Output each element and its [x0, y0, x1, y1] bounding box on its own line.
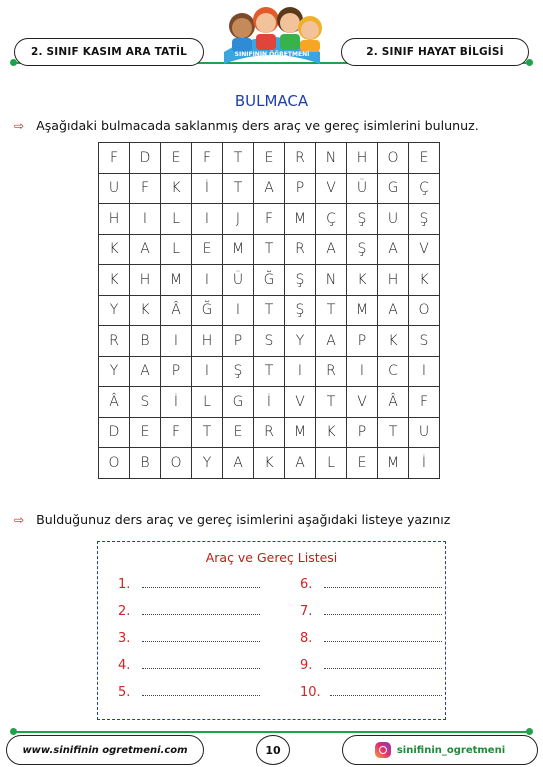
grid-cell[interactable]: A	[378, 295, 409, 326]
grid-cell[interactable]: A	[223, 448, 254, 479]
grid-cell[interactable]: M	[378, 448, 409, 479]
grid-row	[99, 326, 440, 357]
grid-cell[interactable]: A	[316, 234, 347, 265]
answer-line[interactable]	[330, 686, 442, 696]
grid-cell[interactable]: T	[254, 356, 285, 387]
grid-row	[99, 356, 440, 387]
list-item[interactable]	[118, 658, 260, 673]
grid-cell[interactable]: İ	[254, 387, 285, 418]
grid-cell[interactable]: S	[130, 387, 161, 418]
page-title: BULMACA	[234, 92, 309, 110]
list-title: Araç ve Gereç Listesi	[205, 550, 338, 565]
grid-cell[interactable]: U	[378, 204, 409, 235]
list-number: 10.	[300, 685, 321, 700]
grid-cell[interactable]: S	[409, 326, 440, 357]
grid-cell[interactable]: F	[254, 204, 285, 235]
instagram-handle: sinifinin_ogretmeni	[396, 744, 506, 756]
list-number: 3.	[118, 631, 131, 646]
grid-cell[interactable]: G	[223, 387, 254, 418]
grid-cell[interactable]: I	[192, 356, 223, 387]
grid-cell[interactable]: A	[285, 448, 316, 479]
list-item[interactable]	[118, 577, 260, 592]
grid-cell[interactable]: K	[130, 295, 161, 326]
grid-cell[interactable]: M	[285, 204, 316, 235]
grid-cell[interactable]: S	[254, 326, 285, 357]
footer-instagram[interactable]	[342, 735, 538, 765]
grid-cell[interactable]: E	[192, 234, 223, 265]
grid-row	[99, 265, 440, 296]
answer-line[interactable]	[142, 578, 260, 588]
logo	[212, 2, 332, 72]
grid-cell[interactable]: İ	[409, 448, 440, 479]
grid-cell[interactable]: O	[409, 295, 440, 326]
grid-cell[interactable]: K	[378, 326, 409, 357]
grid-cell[interactable]: A	[130, 234, 161, 265]
grid-cell[interactable]: O	[378, 143, 409, 174]
grid-cell[interactable]: R	[316, 356, 347, 387]
list-item[interactable]	[118, 631, 260, 646]
grid-cell[interactable]: I	[130, 204, 161, 235]
footer-rule-dot-left	[10, 728, 17, 735]
list-item[interactable]	[300, 604, 442, 619]
grid-cell[interactable]: R	[285, 143, 316, 174]
list-item[interactable]	[300, 631, 442, 646]
grid-cell[interactable]: M	[223, 234, 254, 265]
grid-cell[interactable]: P	[223, 326, 254, 357]
grid-cell[interactable]: Ş	[285, 295, 316, 326]
arrow-icon: ⇨	[14, 513, 25, 527]
grid-cell[interactable]: V	[285, 387, 316, 418]
grid-cell[interactable]: O	[161, 448, 192, 479]
answer-line[interactable]	[324, 578, 442, 588]
grid-cell[interactable]: P	[161, 356, 192, 387]
list-number: 1.	[118, 577, 131, 592]
word-search-grid	[98, 142, 440, 479]
header-right-label: 2. SINIF HAYAT BİLGİSİ	[341, 38, 529, 66]
grid-row	[99, 387, 440, 418]
grid-cell[interactable]: V	[316, 173, 347, 204]
grid-cell[interactable]: M	[347, 295, 378, 326]
grid-cell[interactable]: Ş	[347, 234, 378, 265]
grid-cell[interactable]: A	[316, 326, 347, 357]
grid-cell[interactable]: H	[192, 326, 223, 357]
grid-cell[interactable]: I	[223, 295, 254, 326]
grid-cell[interactable]: Ç	[316, 204, 347, 235]
website-text: www.sinifinin ogretmeni.com	[22, 744, 188, 756]
grid-cell[interactable]: U	[99, 173, 130, 204]
grid-cell[interactable]: B	[130, 326, 161, 357]
answer-line[interactable]	[324, 632, 442, 642]
grid-cell[interactable]: Ğ	[254, 265, 285, 296]
footer-rule-dot-right	[526, 728, 533, 735]
grid-cell[interactable]: Ü	[347, 173, 378, 204]
grid-cell[interactable]: A	[130, 356, 161, 387]
grid-cell[interactable]: K	[254, 448, 285, 479]
grid-cell[interactable]: L	[161, 204, 192, 235]
grid-cell[interactable]: I	[409, 356, 440, 387]
grid-cell[interactable]: T	[316, 387, 347, 418]
grid-cell[interactable]: D	[130, 143, 161, 174]
grid-cell[interactable]: H	[130, 265, 161, 296]
grid-cell[interactable]: A	[254, 173, 285, 204]
instruction-1-text: Aşağıdaki bulmacada saklanmış ders araç ve gereç isimlerini bulunuz.	[36, 118, 479, 133]
grid-cell[interactable]: V	[347, 387, 378, 418]
grid-cell[interactable]: Â	[161, 295, 192, 326]
list-number: 2.	[118, 604, 131, 619]
grid-cell[interactable]: İ	[161, 387, 192, 418]
grid-cell[interactable]: U	[409, 417, 440, 448]
list-item[interactable]	[300, 658, 442, 673]
grid-cell[interactable]: H	[378, 265, 409, 296]
grid-cell[interactable]: E	[130, 417, 161, 448]
header-rule-dot-right	[526, 59, 533, 66]
grid-cell[interactable]: Ç	[409, 173, 440, 204]
arrow-icon: ⇨	[14, 119, 25, 133]
grid-cell[interactable]: E	[254, 143, 285, 174]
kids-logo-icon	[212, 2, 332, 72]
list-item[interactable]	[118, 604, 260, 619]
grid-cell[interactable]: D	[99, 417, 130, 448]
instruction-2-text: Bulduğunuz ders araç ve gereç isimlerini aşağıdaki listeye yazınız	[36, 512, 451, 527]
answer-line[interactable]	[142, 659, 260, 669]
list-number: 8.	[300, 631, 313, 646]
grid-cell[interactable]: M	[285, 417, 316, 448]
grid-cell[interactable]: H	[347, 143, 378, 174]
grid-cell[interactable]: R	[254, 417, 285, 448]
grid-cell[interactable]: F	[99, 143, 130, 174]
grid-cell[interactable]: L	[161, 234, 192, 265]
grid-cell[interactable]: K	[99, 265, 130, 296]
grid-cell[interactable]: H	[99, 204, 130, 235]
grid-cell[interactable]: K	[347, 265, 378, 296]
grid-cell[interactable]: R	[285, 234, 316, 265]
grid-cell[interactable]: A	[378, 234, 409, 265]
page-number	[256, 735, 290, 765]
grid-cell[interactable]: P	[347, 326, 378, 357]
grid-cell[interactable]: K	[316, 417, 347, 448]
grid-cell[interactable]: K	[409, 265, 440, 296]
answer-line[interactable]	[324, 605, 442, 615]
grid-row	[99, 295, 440, 326]
list-number: 6.	[300, 577, 313, 592]
grid-cell[interactable]: I	[347, 356, 378, 387]
answer-line[interactable]	[142, 605, 260, 615]
grid-cell[interactable]: Â	[99, 387, 130, 418]
grid-row	[99, 448, 440, 479]
grid-cell[interactable]: Y	[192, 448, 223, 479]
header-left-label: 2. SINIF KASIM ARA TATİL	[14, 38, 204, 66]
grid-cell[interactable]: I	[192, 204, 223, 235]
grid-cell[interactable]: Y	[285, 326, 316, 357]
grid-cell[interactable]: M	[161, 265, 192, 296]
grid-cell[interactable]: T	[316, 295, 347, 326]
grid-cell[interactable]: E	[223, 417, 254, 448]
grid-cell[interactable]: V	[409, 234, 440, 265]
footer-website[interactable]	[6, 735, 204, 765]
grid-row	[99, 173, 440, 204]
list-item[interactable]	[300, 577, 442, 592]
grid-cell[interactable]: T	[254, 295, 285, 326]
answer-line[interactable]	[142, 632, 260, 642]
instruction-2	[14, 512, 450, 527]
grid-cell[interactable]: L	[316, 448, 347, 479]
list-item[interactable]	[118, 685, 260, 700]
grid-cell[interactable]: N	[316, 265, 347, 296]
page-number-text: 10	[265, 743, 281, 757]
logo-text: SINIFININ ÖĞRETMENİ	[234, 51, 310, 58]
list-number: 7.	[300, 604, 313, 619]
footer-rule	[14, 731, 529, 733]
list-number: 9.	[300, 658, 313, 673]
answer-line[interactable]	[324, 659, 442, 669]
grid-cell[interactable]: İ	[192, 173, 223, 204]
grid-cell[interactable]: I	[192, 265, 223, 296]
grid-cell[interactable]: L	[192, 387, 223, 418]
grid-cell[interactable]: Ş	[223, 356, 254, 387]
grid-cell[interactable]: P	[285, 173, 316, 204]
list-number: 4.	[118, 658, 131, 673]
grid-cell[interactable]: Ş	[285, 265, 316, 296]
grid-cell[interactable]: F	[161, 417, 192, 448]
grid-row	[99, 143, 440, 174]
grid-cell[interactable]: T	[223, 143, 254, 174]
grid-cell[interactable]: G	[378, 173, 409, 204]
grid-cell[interactable]: Ğ	[192, 295, 223, 326]
grid-cell[interactable]: K	[161, 173, 192, 204]
grid-cell[interactable]: E	[347, 448, 378, 479]
grid-cell[interactable]: F	[409, 387, 440, 418]
grid-cell[interactable]: Ü	[223, 265, 254, 296]
grid-cell[interactable]: E	[409, 143, 440, 174]
grid-cell[interactable]: T	[223, 173, 254, 204]
answer-line[interactable]	[142, 686, 260, 696]
grid-cell[interactable]: E	[161, 143, 192, 174]
grid-cell[interactable]: F	[130, 173, 161, 204]
grid-cell[interactable]: T	[254, 234, 285, 265]
grid-row	[99, 234, 440, 265]
grid-row	[99, 204, 440, 235]
instagram-icon	[375, 742, 391, 758]
tool-list-box	[97, 541, 446, 720]
list-number: 5.	[118, 685, 131, 700]
grid-cell[interactable]: C	[378, 356, 409, 387]
grid-cell[interactable]: Ş	[347, 204, 378, 235]
grid-cell[interactable]: N	[316, 143, 347, 174]
list-item[interactable]	[300, 685, 442, 700]
grid-cell[interactable]: K	[99, 234, 130, 265]
grid-cell[interactable]: P	[347, 417, 378, 448]
grid-cell[interactable]: I	[161, 326, 192, 357]
grid-cell[interactable]: O	[99, 448, 130, 479]
grid-cell[interactable]: T	[378, 417, 409, 448]
grid-cell[interactable]: B	[130, 448, 161, 479]
grid-cell[interactable]: J	[223, 204, 254, 235]
instruction-1	[14, 118, 479, 133]
grid-row	[99, 417, 440, 448]
grid-cell[interactable]: R	[99, 326, 130, 357]
grid-cell[interactable]: Ş	[409, 204, 440, 235]
grid-cell[interactable]: Y	[99, 356, 130, 387]
grid-cell[interactable]: F	[192, 143, 223, 174]
grid-cell[interactable]: I	[285, 356, 316, 387]
grid-cell[interactable]: T	[192, 417, 223, 448]
grid-cell[interactable]: Â	[378, 387, 409, 418]
grid-cell[interactable]: Y	[99, 295, 130, 326]
